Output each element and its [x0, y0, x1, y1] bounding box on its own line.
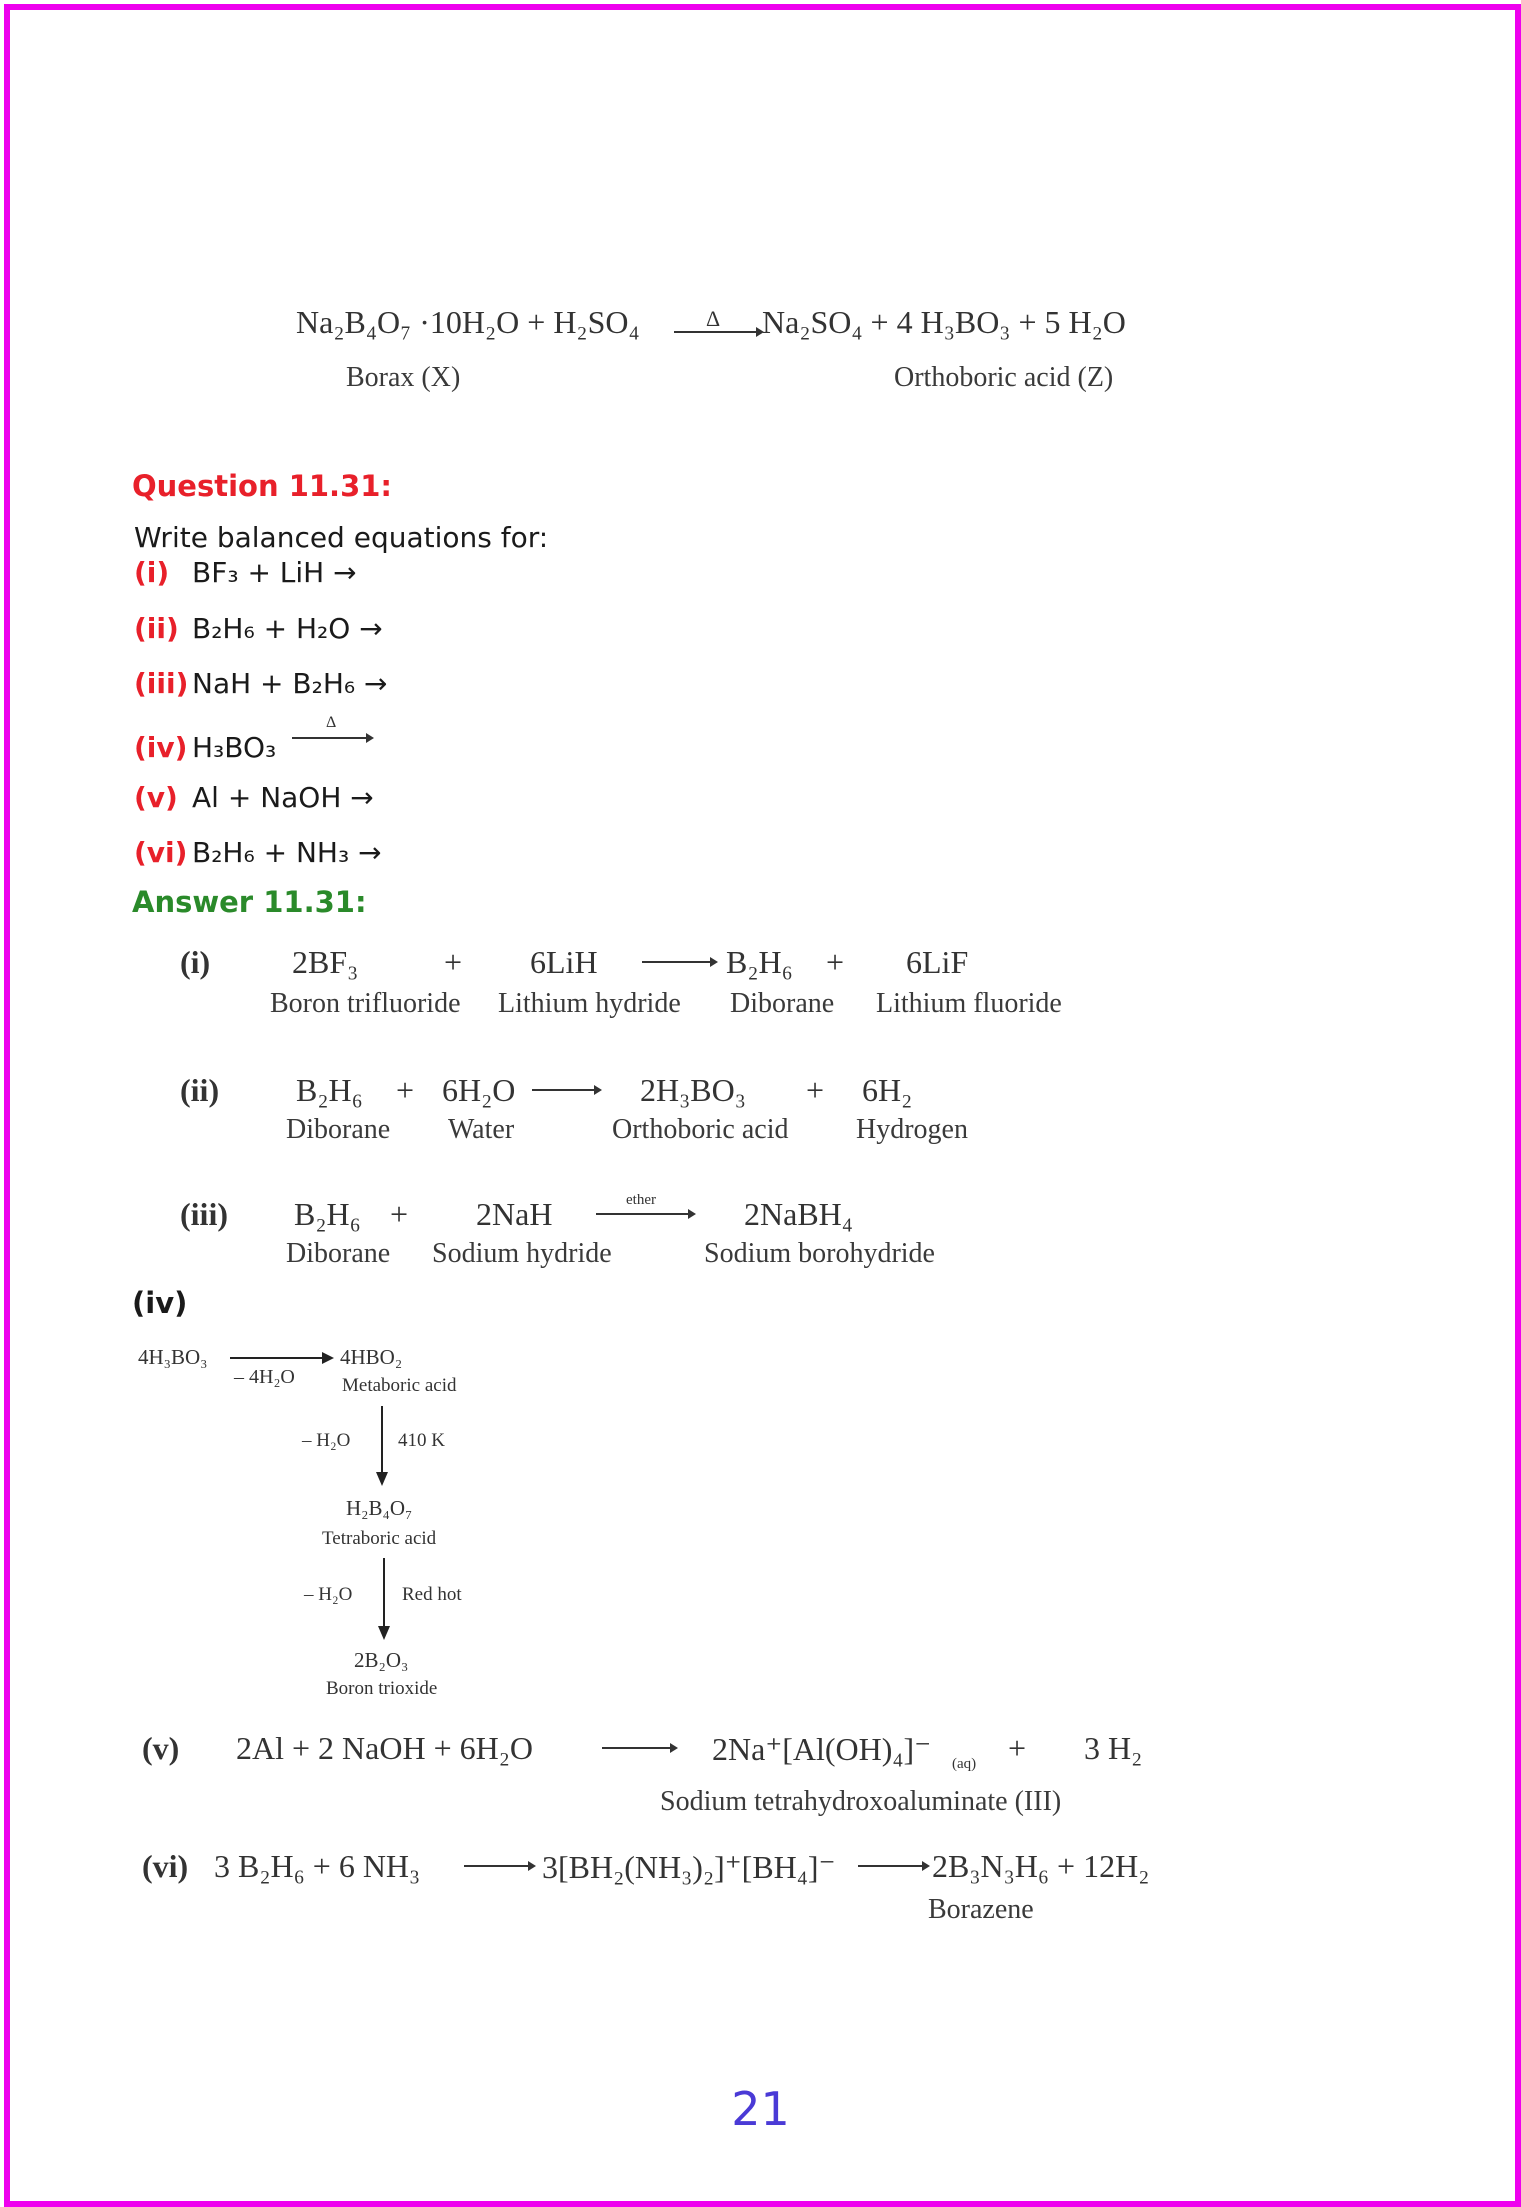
answer-v-arrow — [600, 1736, 680, 1760]
top-equation-heat: Δ — [706, 306, 721, 331]
answer-vi-num: (vi) — [142, 1848, 189, 1884]
answer-iii-num: (iii) — [180, 1196, 228, 1232]
answer-iii-term: B₂H₆ — [294, 1196, 361, 1232]
question-item-ii — [134, 612, 383, 645]
answer-ii-num: (ii) — [180, 1072, 220, 1108]
answer-v-plus: + — [1008, 1730, 1027, 1766]
answer-iv-arrow-down-1 — [372, 1404, 392, 1488]
answer-iv-product-2-name: Tetraboric acid — [322, 1528, 437, 1549]
question-item-text: BF₃ + LiH → — [192, 556, 357, 589]
answer-iii-plus: + — [390, 1196, 409, 1232]
answer-title: Answer 11.31: — [132, 885, 367, 919]
question-item-num: (iii) — [134, 667, 189, 700]
top-equation-label-borax: Borax (X) — [346, 362, 461, 393]
answer-iv-arrow-down-2 — [374, 1556, 394, 1642]
answer-iv-step2-right: 410 K — [398, 1430, 445, 1451]
answer-iii-label: Sodium hydride — [432, 1238, 612, 1269]
answer-vi-left: 3 B₂H₆ + 6 NH₃ — [214, 1848, 421, 1884]
answer-i-label: Diborane — [730, 988, 835, 1019]
answer-i-term: 2BF₃ — [292, 944, 359, 980]
answer-v-product-state: (aq) — [952, 1756, 977, 1772]
answer-iv-step3-left: – H₂O — [304, 1584, 353, 1605]
answer-iv-product-3: 2B₂O₃ — [354, 1648, 409, 1672]
top-equation-label-orthoboric: Orthoboric acid (Z) — [894, 362, 1114, 393]
answer-v-label: Sodium tetrahydroxoaluminate (III) — [660, 1786, 1062, 1817]
question-item-i — [134, 556, 357, 589]
top-equation-left: Na₂B₄O₇ ·10H₂O + H₂SO₄ — [296, 304, 640, 340]
answer-ii-plus: + — [806, 1072, 825, 1108]
answer-v-num: (v) — [142, 1730, 180, 1766]
answer-i-label: Boron trifluoride — [270, 988, 461, 1019]
top-equation-right: Na₂SO₄ + 4 H₃BO₃ + 5 H₂O — [762, 304, 1126, 340]
answer-i-arrow — [640, 950, 720, 974]
answer-iv-product-1: 4HBO₂ — [340, 1345, 403, 1369]
question-item-text: Al + NaOH → — [192, 781, 374, 814]
answer-i-plus: + — [444, 944, 463, 980]
answer-ii-term: 6H₂O — [442, 1072, 516, 1108]
answer-iv-product-2: H₂B₄O₇ — [346, 1496, 413, 1520]
answer-iv-step1-condition: – 4H₂O — [234, 1366, 295, 1388]
answer-iv-num: (iv) — [132, 1286, 188, 1320]
answer-ii-term: 2H₃BO₃ — [640, 1072, 746, 1108]
answer-iii-condition: ether — [626, 1192, 656, 1208]
answer-iv-product-1-name: Metaboric acid — [342, 1375, 457, 1396]
answer-ii-plus: + — [396, 1072, 415, 1108]
answer-i-term: 6LiH — [530, 944, 598, 980]
answer-v-product: 2Na⁺[Al(OH)₄]⁻ — [712, 1731, 932, 1767]
answer-vi-arrow-2 — [856, 1854, 932, 1878]
answer-ii-term: B₂H₆ — [296, 1072, 363, 1108]
question-item-text: NaH + B₂H₆ → — [192, 667, 388, 700]
question-item-text: B₂H₆ + NH₃ → — [192, 836, 382, 869]
answer-iii-term: 2NaH — [476, 1196, 553, 1232]
answer-ii-arrow — [530, 1078, 604, 1102]
answer-i-term: 6LiF — [906, 944, 969, 980]
answer-i-plus: + — [826, 944, 845, 980]
answer-v-left: 2Al + 2 NaOH + 6H₂O — [236, 1730, 533, 1766]
answer-i-label: Lithium hydride — [498, 988, 681, 1019]
answer-vi-label: Borazene — [928, 1894, 1034, 1925]
question-item-text: H₃BO₃ — [192, 731, 277, 764]
answer-ii-label: Diborane — [286, 1114, 391, 1145]
answer-ii-label: Orthoboric acid — [612, 1114, 789, 1145]
answer-v-hydrogen: 3 H₂ — [1084, 1730, 1143, 1766]
question-item-v — [134, 781, 374, 814]
answer-vi-right: 2B₃N₃H₆ + 12H₂ — [932, 1848, 1150, 1884]
question-item-num: (vi) — [134, 836, 188, 869]
question-item-num: (v) — [134, 781, 178, 814]
answer-i-term: B₂H₆ — [726, 944, 793, 980]
question-intro: Write balanced equations for: — [134, 521, 549, 554]
answer-ii-term: 6H₂ — [862, 1072, 913, 1108]
answer-vi-middle: 3[BH₂(NH₃)₂]⁺[BH₄]⁻ — [542, 1849, 836, 1885]
question-title: Question 11.31: — [132, 469, 393, 503]
answer-ii-label: Water — [448, 1114, 515, 1145]
question-item-num: (iv) — [134, 731, 188, 764]
answer-i-num: (i) — [180, 944, 211, 980]
page-number: 21 — [731, 2082, 790, 2136]
answer-iv-step2-left: – H₂O — [302, 1430, 351, 1451]
question-item-iv — [134, 731, 276, 764]
answer-vi-arrow-1 — [462, 1854, 538, 1878]
question-item-iii — [134, 667, 388, 700]
question-item-num: (i) — [134, 556, 170, 589]
answer-i-label: Lithium fluoride — [876, 988, 1062, 1019]
answer-iv-start: 4H₃BO₃ — [138, 1345, 208, 1369]
answer-iii-label: Sodium borohydride — [704, 1238, 935, 1269]
question-item-text: B₂H₆ + H₂O → — [192, 612, 383, 645]
question-item-iv-heat: Δ — [326, 714, 337, 731]
answer-iv-step3-right: Red hot — [402, 1584, 462, 1605]
answer-iii-term: 2NaBH₄ — [744, 1196, 853, 1232]
question-item-vi — [134, 836, 382, 869]
question-item-num: (ii) — [134, 612, 179, 645]
answer-iii-label: Diborane — [286, 1238, 391, 1269]
answer-iv-product-3-name: Boron trioxide — [326, 1678, 438, 1699]
answer-ii-label: Hydrogen — [856, 1114, 968, 1145]
